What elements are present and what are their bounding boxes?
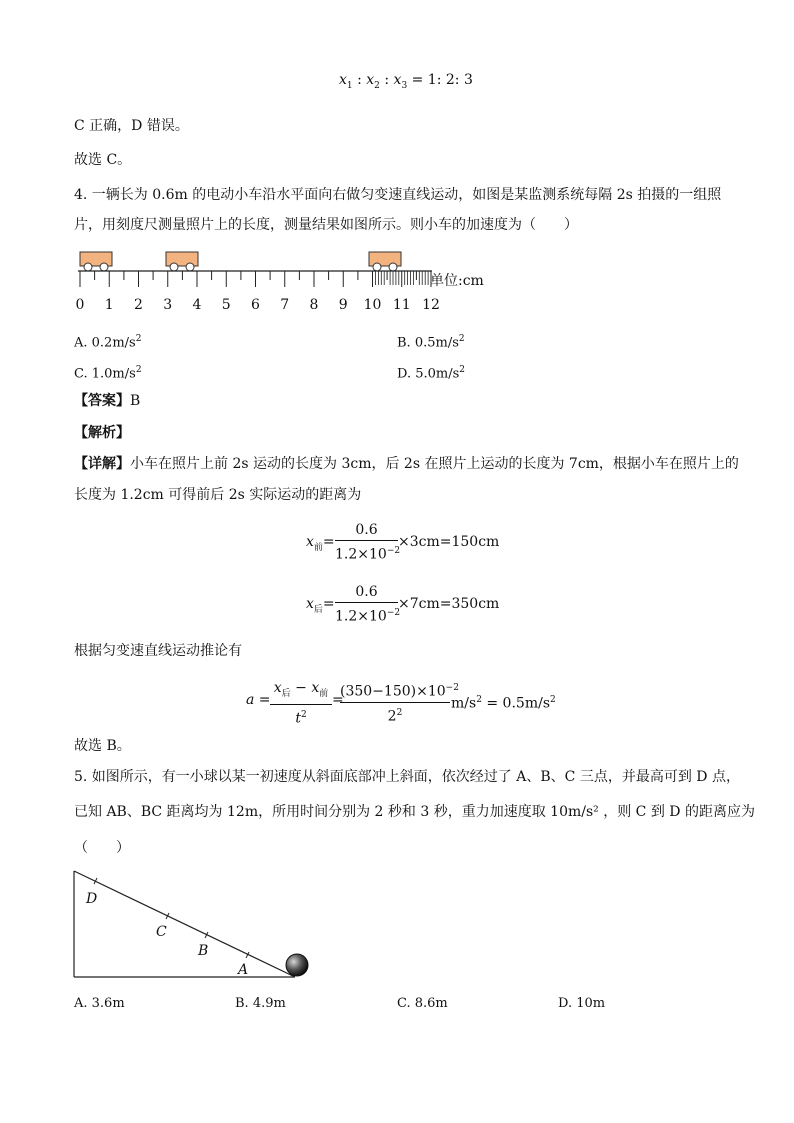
x2-sub: 2 [374,80,380,91]
eq3-frac1-num [270,679,332,703]
car-1 [80,252,112,271]
eq3-frac1-bar [270,704,332,705]
q5-option-c: C. 8.6m [397,996,448,1011]
incline-slope [74,871,295,977]
eq1-numerator: 0.6 [355,522,378,538]
label-b: B [198,943,209,959]
eq3-minus: − [290,680,312,696]
eq3-frac2 [340,679,459,725]
eq3-x-former: x [311,680,320,696]
q4-option-d-exp: 2 [459,365,466,375]
q5-line1: 5. 如图所示，有一小球以某一初速度从斜面底部冲上斜面，依次经过了 A、B、C 三点，并最高可到 D 点， [74,769,740,785]
eq3-equals: = [332,692,344,708]
eq3-t: t [295,710,301,727]
label-c: C [156,924,167,940]
q4-line1: 4. 一辆长为 0.6m 的电动小车沿水平面向右做匀变速直线运动，如图是某监测系统每隔 2s 拍摄的一组照 [74,187,722,203]
q4-line2: 片，用刻度尺测量照片上的长度，测量结果如图所示。则小车的加速度为（ ） [74,217,578,233]
eq2-lhs [306,594,335,620]
incline-figure [70,866,315,982]
infer-line: 根据匀变速直线运动推论有 [74,643,242,659]
tick-label-5: 5 [221,297,231,313]
q4-option-c [74,361,142,383]
car-3 [369,252,401,271]
analysis-label: 【解析】 [74,425,130,441]
eq1-lhs-sub: 前 [313,542,323,553]
eq3-result: = 0.5m/s [486,695,550,712]
q5-option-d: D. 10m [558,996,606,1011]
label-d: D [86,891,98,907]
q5-option-b: B. 4.9m [235,996,286,1011]
answer-value: B [130,393,141,409]
eq3-frac2-num [340,679,459,701]
tick-label-1: 1 [104,297,114,313]
colon-1: : [352,72,367,88]
eq3-frac2-bar [340,702,450,703]
eq3-result-exp: 2 [550,695,556,705]
q4-option-b [397,330,465,352]
tick-label-4: 4 [192,297,202,313]
eq1-den-base: 1.2×10 [335,546,387,563]
eq3-unit-exp: 2 [476,695,482,705]
q4-conclusion: 故选 B。 [74,738,131,754]
x1-sub: 1 [346,80,353,91]
ratio-rhs: = 1: 2: 3 [407,72,473,88]
eq1-den-exp: −2 [386,546,401,556]
eq3-den2: 2 [387,708,397,725]
eq2-numerator: 0.6 [355,584,378,600]
colon-2: : [379,72,394,88]
eq3-frac1-den [270,706,332,728]
c-correct-line: C 正确，D 错误。 [74,118,189,134]
eq3-num2-exp: −2 [445,683,459,693]
top-formula [339,70,473,96]
eq3-x-later: x [273,680,282,696]
label-a: A [238,962,249,978]
eq3-a: a = [246,692,271,708]
q4-option-a [74,330,141,352]
tick-label-11: 11 [392,297,411,313]
eq2-equals: = [322,596,335,612]
tick-label-3: 3 [163,297,173,313]
eq2-den-exp: −2 [386,608,401,618]
tick-label-7: 7 [280,297,290,313]
ruler-unit-label: 单位:cm [430,273,484,289]
q5-line2: 已知 AB、BC 距离均为 12m，所用时间分别为 2 秒和 3 秒，重力加速度取 10m/s² ，则 C 到 D 的距离应为 [74,804,755,820]
q5-option-a: A. 3.6m [74,996,125,1011]
eq3-tail [451,690,556,714]
tick-label-6: 6 [251,297,260,313]
tick-label-0: 0 [75,297,85,313]
q4-option-c-text: C. 1.0m/s [74,366,136,382]
tick-label-9: 9 [338,297,348,313]
eq2-rhs: ×7cm=350cm [398,596,500,612]
q4-option-b-exp: 2 [458,334,465,344]
eq2-lhs-sub: 后 [313,604,323,615]
eq3-unit: m/s [451,695,477,712]
eq3-den2-exp: 2 [396,707,403,718]
q4-option-a-exp: 2 [135,334,142,344]
eq2-lhs-var: x [306,596,314,612]
detail-label: 【详解】 [74,456,130,472]
car-2 [166,252,198,271]
q4-option-a-text: A. 0.2m/s [74,335,136,351]
detail-line1-text: 小车在照片上前 2s 运动的长度为 3cm，后 2s 在照片上运动的长度为 7cm，根据小车在照片上的 [130,456,739,472]
eq2-fraction [335,583,401,626]
eq3-t-exp: 2 [300,709,307,720]
q4-option-c-exp: 2 [135,365,142,375]
x1-var: x [339,72,347,88]
eq1-lhs-var: x [306,534,314,550]
detail-line1 [74,454,739,474]
tick-label-12: 12 [422,297,440,313]
tick-label-10: 10 [363,297,382,313]
tick-label-8: 8 [309,297,319,313]
eq2-denominator [335,604,401,626]
q4-option-d [397,361,465,383]
eq2-fraction-bar [335,602,398,603]
eq1-fraction [335,521,401,564]
q4-option-b-text: B. 0.5m/s [397,335,459,351]
eq3-frac1 [270,679,332,727]
eq1-lhs [306,532,335,558]
eq1-denominator [335,542,401,564]
x3-var: x [393,72,402,88]
eq1-rhs: ×3cm=150cm [398,534,500,550]
ball [286,954,308,976]
ruler-figure [70,247,500,315]
tick-label-2: 2 [134,297,143,313]
eq3-num2: (350−150)×10 [340,683,446,700]
x3-sub: 3 [401,80,408,91]
eq1-fraction-bar [335,540,398,541]
eq3-x-former-sub: 前 [319,688,329,699]
eq3-x-later-sub: 后 [281,688,291,699]
eq3-a-var: a [246,692,255,708]
detail-line2: 长度为 1.2cm 可得前后 2s 实际运动的距离为 [74,487,362,503]
eq3-frac2-den [340,704,450,726]
q4-answer [74,391,140,411]
q4-option-d-text: D. 5.0m/s [397,366,460,382]
choose-c-line: 故选 C。 [74,152,132,168]
answer-label: 【答案】 [74,393,130,409]
q5-line3: （ ） [74,840,130,856]
x2-var: x [366,72,375,88]
eq1-equals: = [322,534,335,550]
eq2-den-base: 1.2×10 [335,608,387,625]
